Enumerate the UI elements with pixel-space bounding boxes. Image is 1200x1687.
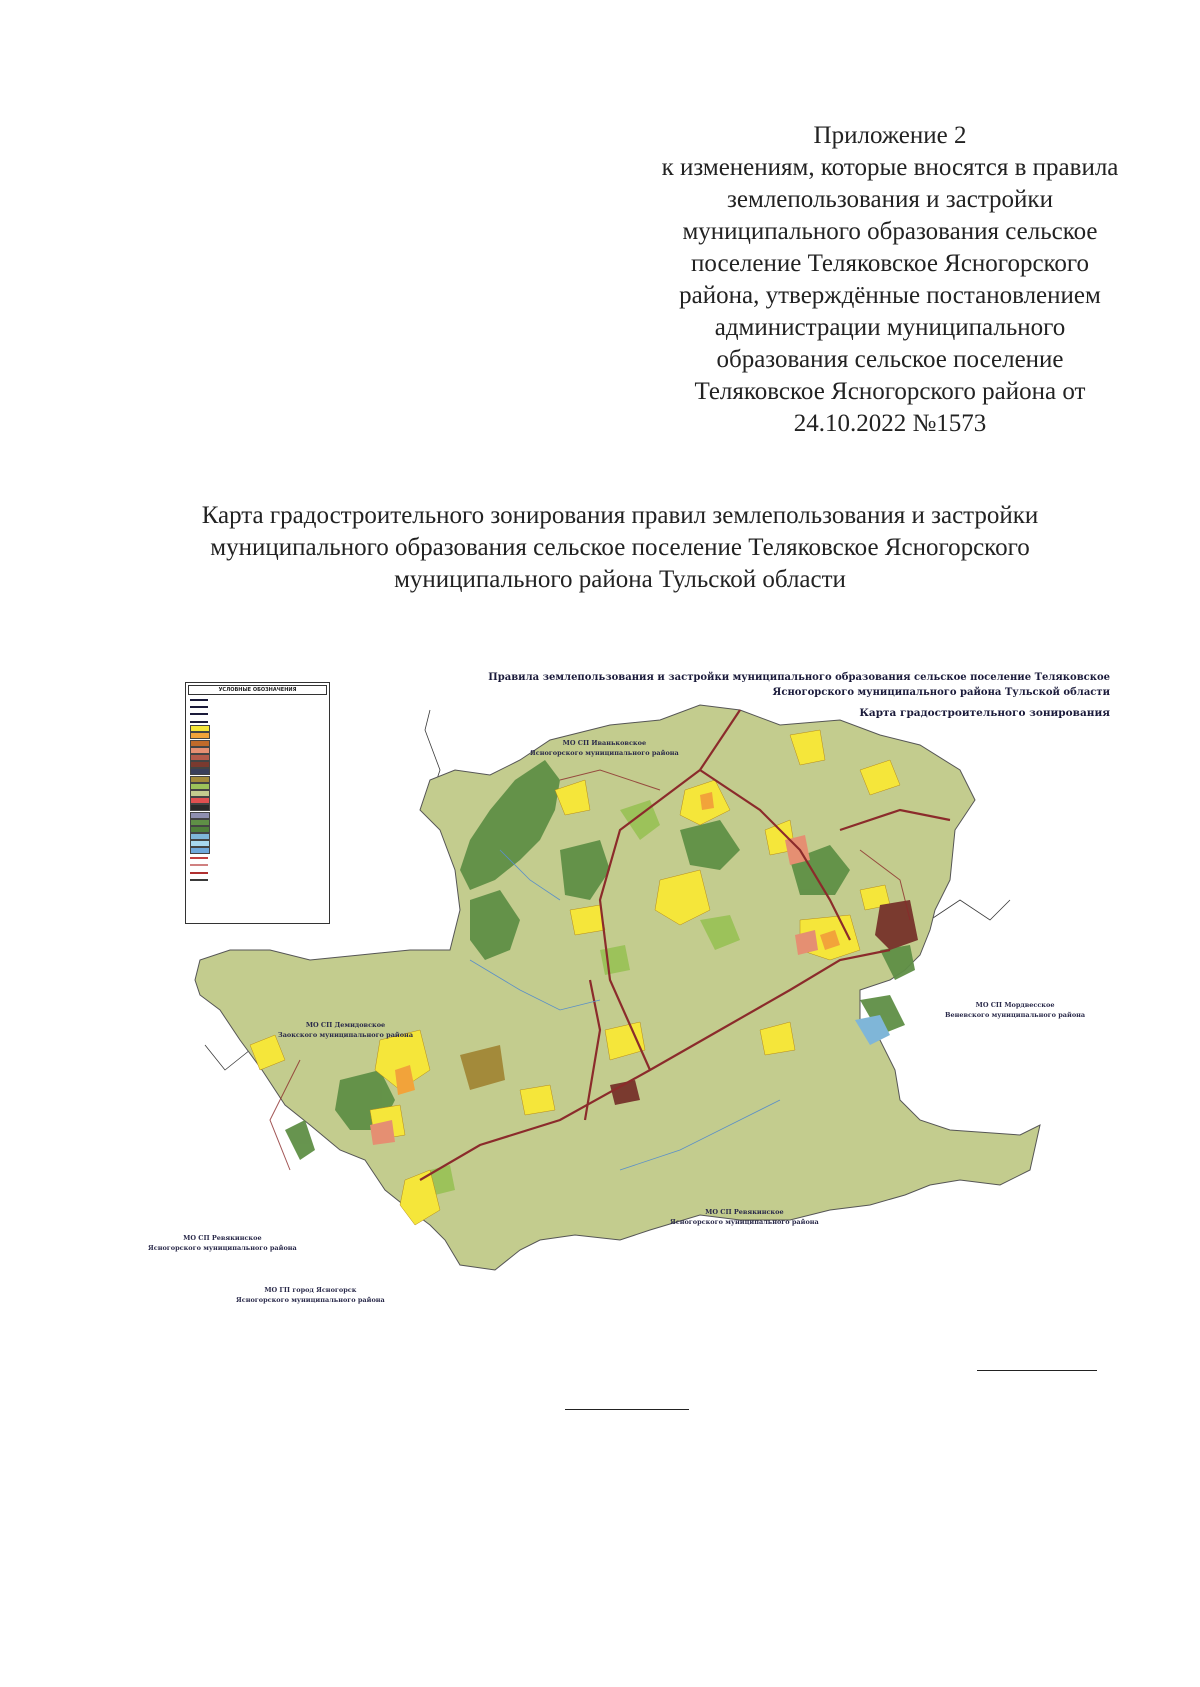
neighbor-name: МО ГП город Ясногорск	[264, 1286, 357, 1294]
neighbor-district: Ясногорского муниципального района	[530, 749, 679, 757]
document-title-line: муниципального образования сельское поселение Теляковское Ясногорского	[210, 534, 1030, 561]
map-header-line: Ясногорского муниципального района Тульской области	[772, 687, 1110, 698]
residential-zone	[700, 792, 714, 810]
neighbor-district: Веневского муниципального района	[945, 1011, 1086, 1019]
appendix-line: землепользования и застройки	[727, 186, 1053, 213]
appendix-header	[610, 120, 1170, 440]
neighbor-district: Ясногорского муниципального района	[148, 1244, 297, 1252]
recreation-zone	[600, 945, 630, 975]
neighbor-label	[236, 1285, 385, 1305]
document-title-line: муниципального района Тульской области	[394, 566, 846, 593]
neighbor-district: Ясногорского муниципального района	[236, 1296, 385, 1304]
legend-item	[190, 740, 325, 746]
signature-line	[977, 1370, 1097, 1371]
legend-item	[190, 776, 325, 782]
appendix-line: Приложение 2	[813, 122, 967, 149]
legend-item	[190, 870, 325, 876]
legend-item	[190, 877, 325, 883]
neighbor-district: Ясногорского муниципального района	[670, 1218, 819, 1226]
appendix-line: администрации муниципального	[714, 314, 1066, 341]
neighbor-name: МО СП Иваньковское	[562, 739, 647, 747]
neighbor-name: МО СП Демидовское	[305, 1021, 386, 1029]
appendix-line: района, утверждённые постановлением	[679, 282, 1101, 309]
map-header	[488, 670, 1110, 721]
neighbor-name: МО СП Ревякинское	[183, 1234, 262, 1242]
legend-item	[190, 755, 325, 761]
legend-item	[190, 790, 325, 796]
legend-item	[190, 783, 325, 789]
legend-item	[190, 826, 325, 832]
neighbor-name: МО СП Мордвесское	[975, 1001, 1055, 1009]
neighbor-name: МО СП Ревякинское	[705, 1208, 784, 1216]
document-title-line: Карта градостроительного зонирования правил землепользования и застройки	[201, 502, 1039, 529]
appendix-line: к изменениям, которые вносятся в правила	[661, 154, 1119, 181]
appendix-line: образования сельское поселение	[716, 346, 1064, 373]
appendix-line: поселение Теляковское Ясногорского	[690, 250, 1090, 277]
legend-item	[190, 719, 325, 725]
zoning-map	[0, 650, 1200, 1390]
legend-item	[190, 747, 325, 753]
legend-item	[190, 862, 325, 868]
legend-title: УСЛОВНЫЕ ОБОЗНАЧЕНИЯ	[188, 685, 327, 695]
document-title	[120, 500, 1120, 596]
residential-zone	[520, 1085, 555, 1115]
neighbor-district: Заокского муниципального района	[278, 1031, 414, 1039]
map-drawing	[0, 650, 1200, 1390]
legend-item	[190, 769, 325, 775]
neighbor-label	[278, 1020, 413, 1040]
appendix-line: муниципального образования сельское	[682, 218, 1098, 245]
neighbor-label	[530, 738, 679, 758]
legend-item	[190, 697, 325, 703]
legend-item	[190, 819, 325, 825]
legend-item	[190, 841, 325, 847]
river-line	[930, 900, 1010, 920]
legend-item	[190, 726, 325, 732]
legend-item	[190, 798, 325, 804]
legend-item	[190, 812, 325, 818]
appendix-line: Теляковское Ясногорского района от	[694, 378, 1086, 405]
map-legend	[185, 682, 330, 924]
legend-item	[190, 834, 325, 840]
map-subtitle: Карта градостроительного зонирования	[859, 707, 1110, 719]
legend-item	[190, 704, 325, 710]
residential-zone	[570, 905, 605, 935]
neighbor-label	[945, 1000, 1085, 1020]
legend-item	[190, 855, 325, 861]
legend-item	[190, 711, 325, 717]
map-header-line: Правила землепользования и застройки муниципального образования сельское поселение Теляковское	[488, 672, 1110, 683]
legend-item	[190, 762, 325, 768]
river-line	[205, 1045, 250, 1070]
legend-item	[190, 733, 325, 739]
neighbor-label	[670, 1207, 819, 1227]
legend-item	[190, 805, 325, 811]
legend-item	[190, 848, 325, 854]
appendix-line: 24.10.2022 №1573	[793, 410, 987, 437]
signature-line	[565, 1409, 689, 1410]
neighbor-label	[148, 1233, 297, 1253]
